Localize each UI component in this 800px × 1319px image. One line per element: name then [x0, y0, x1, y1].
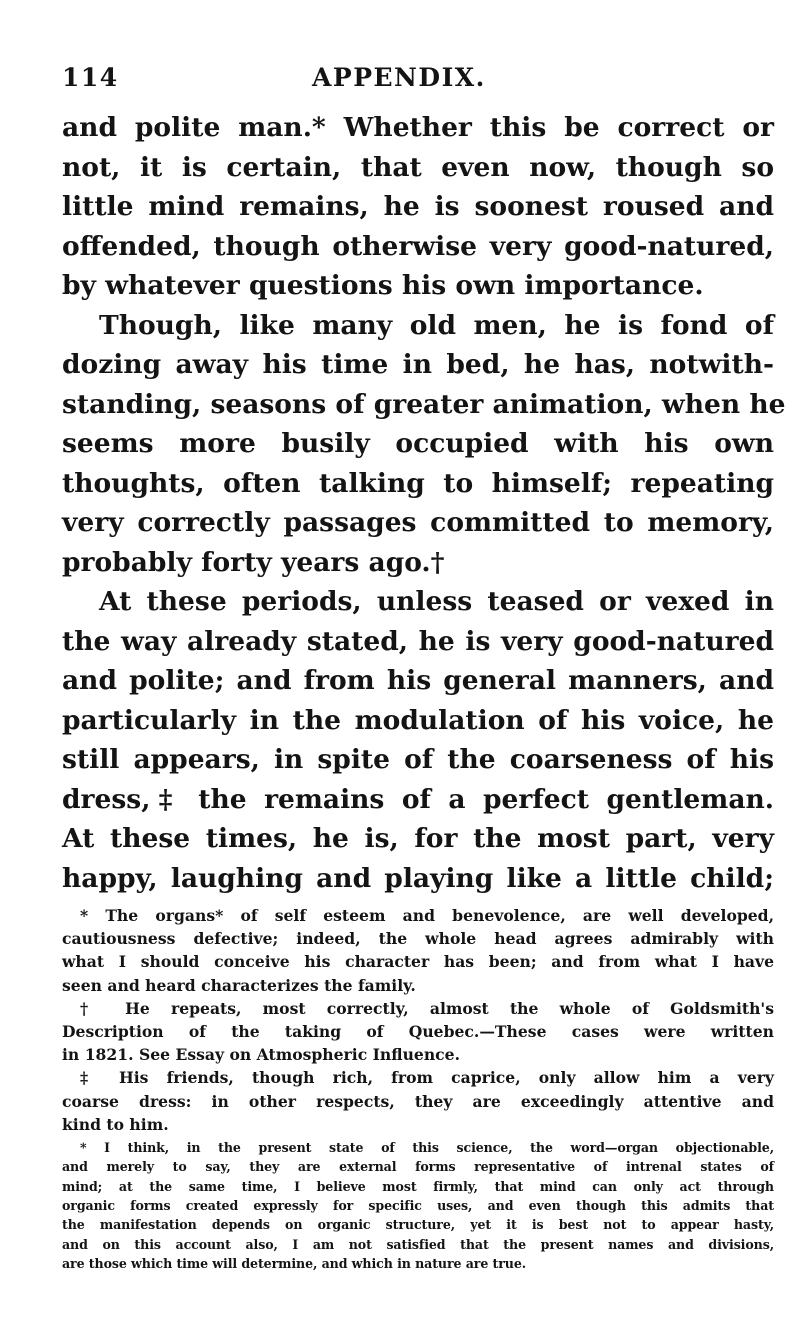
- body-line: not, it is certain, that even now, though so: [62, 151, 774, 183]
- body-line: thoughts, often talking to himself; repeating: [62, 467, 774, 499]
- footnote-line: ‡ His friends, though rich, from caprice, only allow him a very: [80, 1068, 774, 1088]
- footnotes: [62, 904, 774, 1136]
- footnote-line: † He repeats, most correctly, almost the whole of Goldsmith's: [80, 998, 774, 1018]
- note-line: are those which time will determine, and which in nature are true.: [62, 1256, 527, 1272]
- body-text: [62, 108, 786, 898]
- body-line: dress,‡ the remains of a perfect gentleman.: [62, 783, 774, 815]
- footnote-line: what I should conceive his character has been; and from what I have: [62, 952, 774, 972]
- footnote-line: coarse dress: in other respects, they are exceedingly attentive and: [62, 1091, 774, 1111]
- body-line: seems more busily occupied with his own: [62, 428, 774, 459]
- body-line: little mind remains, he is soonest roused and: [62, 191, 774, 222]
- footnote-note: [62, 1138, 774, 1274]
- body-line: dozing away his time in bed, he has, notwith-: [62, 349, 774, 380]
- body-line: the way already stated, he is very good-natured: [62, 625, 774, 657]
- body-line: happy, laughing and playing like a little child;: [62, 862, 774, 894]
- body-line: particularly in the modulation of his voice, he: [62, 704, 774, 736]
- note-line: and merely to say, they are external forms representative of intrenal states of: [62, 1159, 774, 1175]
- note-line: the manifestation depends on organic structure, yet it is best not to appear hasty,: [62, 1217, 774, 1233]
- body-line: and polite man.* Whether this be correct or: [62, 112, 774, 143]
- body-line: Though, like many old men, he is fond of: [99, 309, 774, 341]
- body-line: very correctly passages committed to memory,: [62, 507, 774, 538]
- running-head: [62, 60, 774, 96]
- note-line: organic forms created expressly for specific uses, and even though this admits that: [62, 1198, 774, 1214]
- body-line: At these periods, unless teased or vexed in: [99, 586, 774, 617]
- running-title: APPENDIX.: [312, 63, 486, 92]
- body-line: offended, though otherwise very good-natured,: [62, 230, 774, 262]
- note-line: and on this account also, I am not satisfied that the present names and divisions,: [62, 1236, 774, 1252]
- body-line: probably forty years ago.†: [62, 546, 445, 578]
- book-page: [62, 60, 786, 1274]
- note-line: * I think, in the present state of this science, the word—organ objectionable,: [80, 1139, 774, 1155]
- footnote-line: cautiousness defective; indeed, the whole head agrees admirably with: [62, 929, 774, 949]
- body-line: standing, seasons of greater animation, when he: [62, 388, 786, 420]
- footnote-line: * The organs* of self esteem and benevolence, are well developed,: [80, 906, 774, 925]
- body-line: At these times, he is, for the most part, very: [62, 823, 774, 854]
- page-number: 114: [62, 63, 119, 92]
- footnote-line: in 1821. See Essay on Atmospheric Influence.: [62, 1045, 461, 1065]
- body-line: still appears, in spite of the coarseness of his: [62, 744, 774, 775]
- body-line: by whatever questions his own importance.: [62, 270, 704, 301]
- note-line: mind; at the same time, I believe most firmly, that mind can only act through: [62, 1178, 774, 1194]
- body-line: and polite; and from his general manners, and: [62, 665, 774, 696]
- footnote-line: kind to him.: [62, 1114, 169, 1134]
- footnote-line: Description of the taking of Quebec.—These cases were written: [62, 1021, 774, 1041]
- footnote-line: seen and heard characterizes the family.: [62, 975, 416, 995]
